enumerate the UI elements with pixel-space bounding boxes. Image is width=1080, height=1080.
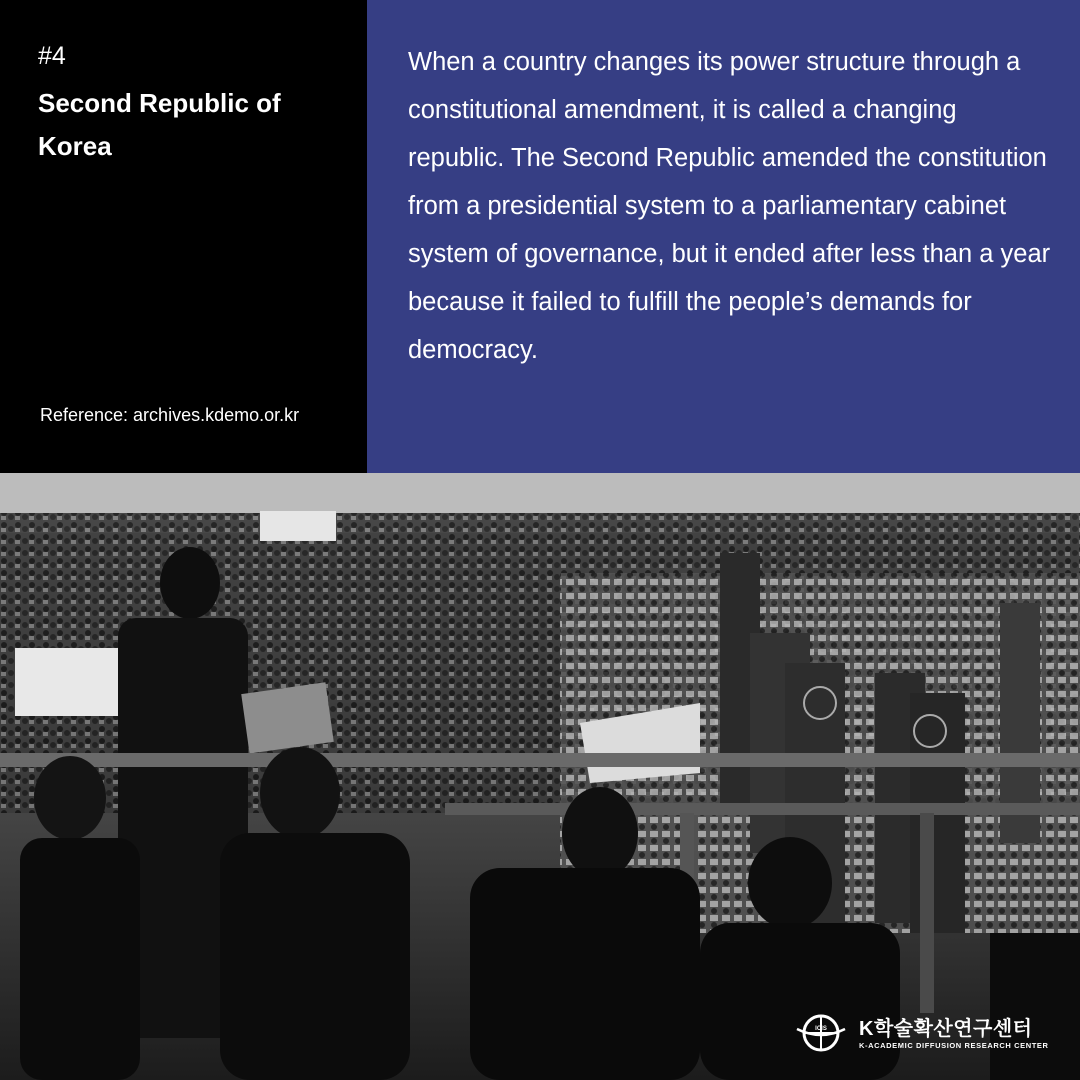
title-panel	[0, 0, 367, 473]
description-panel	[367, 0, 1080, 473]
rally-photo	[0, 473, 1080, 1080]
slide-number: #4	[38, 42, 66, 70]
page-title: Second Republic of Korea	[38, 88, 281, 161]
svg-text:ICIS: ICIS	[815, 1026, 827, 1032]
logo-text	[859, 1017, 1049, 1050]
crowd-rally-photo-icon	[0, 473, 1080, 1080]
logo-subtitle: K-ACADEMIC DIFFUSION RESEARCH CENTER	[859, 1040, 1049, 1050]
kadrc-emblem-icon	[795, 1013, 847, 1053]
description-text: When a country changes its power structure through a constitutional amendment, it is called a changing republic. The Second Republic amended the constitution from a presidential system to a parliamentary cabinet system of governance, but it ended after less than a year because it failed to fulfill the people’s demands for democracy.	[408, 48, 1051, 364]
reference-text: Reference: archives.kdemo.or.kr	[40, 405, 300, 425]
center-logo	[795, 1013, 1049, 1053]
logo-name: K학술확산연구센터	[859, 1017, 1033, 1040]
